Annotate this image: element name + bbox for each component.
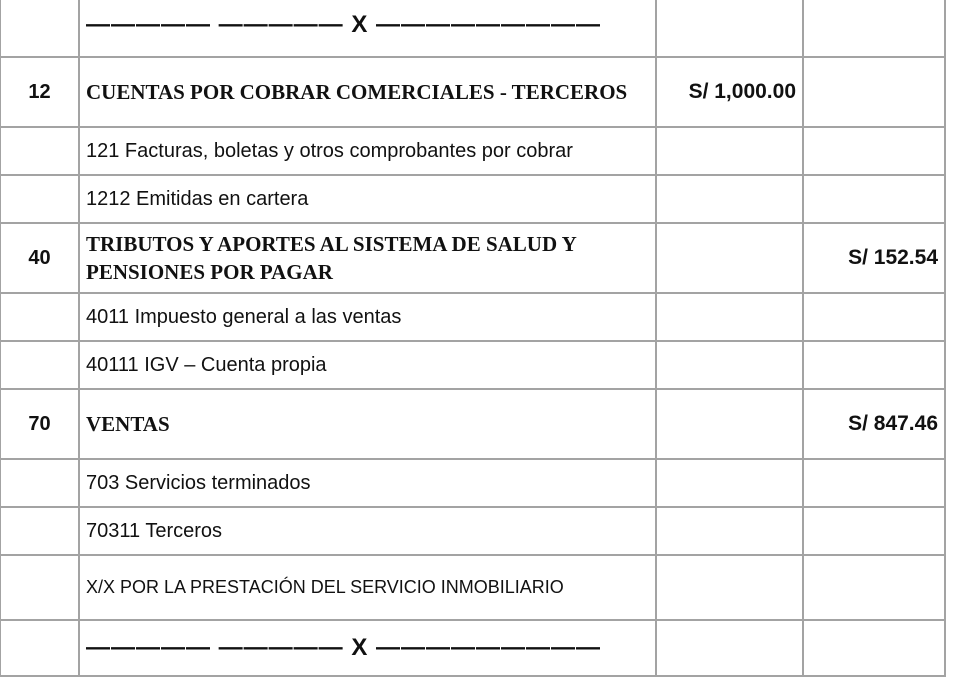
debit-amount: S/ 1,000.00 — [656, 57, 803, 127]
debit-cell — [656, 459, 803, 507]
subaccount-row — [0, 341, 945, 389]
account-row — [0, 389, 945, 459]
credit-amount: S/ 847.46 — [803, 389, 945, 459]
debit-cell — [656, 127, 803, 175]
subaccount-label: 4011 Impuesto general a las ventas — [79, 293, 656, 341]
debit-cell — [656, 555, 803, 620]
credit-amount — [803, 57, 945, 127]
code-cell — [0, 127, 79, 175]
entry-gloss: X/X POR LA PRESTACIÓN DEL SERVICIO INMOBILIARIO — [79, 555, 656, 620]
credit-cell — [803, 459, 945, 507]
credit-cell — [803, 555, 945, 620]
subaccount-label: 121 Facturas, boletas y otros comprobantes por cobrar — [79, 127, 656, 175]
debit-cell — [656, 0, 803, 57]
account-title: VENTAS — [79, 389, 656, 459]
subaccount-row — [0, 127, 945, 175]
code-cell — [0, 293, 79, 341]
separator-row — [0, 0, 945, 57]
credit-cell — [803, 175, 945, 223]
debit-amount — [656, 389, 803, 459]
subaccount-row — [0, 507, 945, 555]
account-code: 12 — [0, 57, 79, 127]
subaccount-row — [0, 293, 945, 341]
credit-cell — [803, 507, 945, 555]
gloss-row — [0, 555, 945, 620]
code-cell — [0, 620, 79, 676]
debit-cell — [656, 620, 803, 676]
subaccount-label: 40111 IGV – Cuenta propia — [79, 341, 656, 389]
subaccount-row — [0, 459, 945, 507]
debit-cell — [656, 507, 803, 555]
subaccount-row — [0, 175, 945, 223]
code-cell — [0, 0, 79, 57]
credit-amount: S/ 152.54 — [803, 223, 945, 293]
account-code: 70 — [0, 389, 79, 459]
account-title: CUENTAS POR COBRAR COMERCIALES - TERCEROS — [79, 57, 656, 127]
code-cell — [0, 341, 79, 389]
code-cell — [0, 459, 79, 507]
account-row — [0, 223, 945, 293]
code-cell — [0, 507, 79, 555]
debit-cell — [656, 293, 803, 341]
credit-cell — [803, 0, 945, 57]
debit-cell — [656, 175, 803, 223]
credit-cell — [803, 127, 945, 175]
entry-separator: ————— ————— X ————————— — [79, 0, 656, 57]
credit-cell — [803, 293, 945, 341]
entry-separator: ————— ————— X ————————— — [79, 620, 656, 676]
account-row — [0, 57, 945, 127]
subaccount-label: 1212 Emitidas en cartera — [79, 175, 656, 223]
account-code: 40 — [0, 223, 79, 293]
subaccount-label: 70311 Terceros — [79, 507, 656, 555]
debit-amount — [656, 223, 803, 293]
subaccount-label: 703 Servicios terminados — [79, 459, 656, 507]
code-cell — [0, 555, 79, 620]
credit-cell — [803, 620, 945, 676]
code-cell — [0, 175, 79, 223]
account-title: TRIBUTOS Y APORTES AL SISTEMA DE SALUD Y PENSIONES POR PAGAR — [79, 223, 656, 293]
credit-cell — [803, 341, 945, 389]
debit-cell — [656, 341, 803, 389]
separator-row — [0, 620, 945, 676]
